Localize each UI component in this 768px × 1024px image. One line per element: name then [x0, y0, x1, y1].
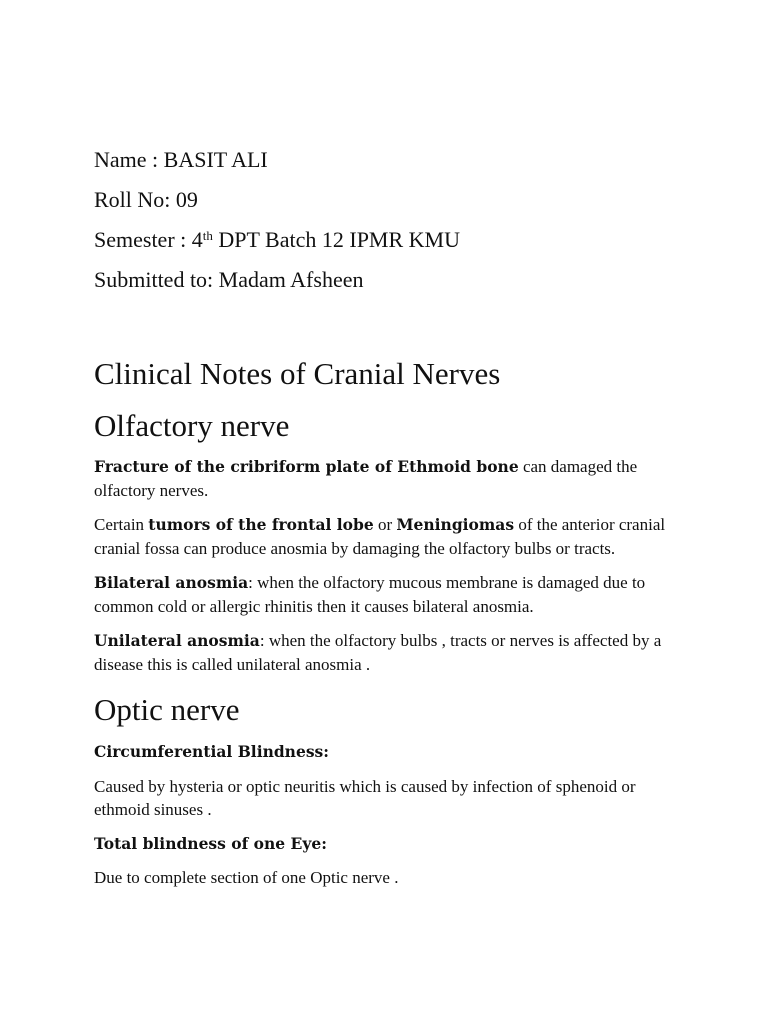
olfactory-p4-text: : when the olfactory bulbs , tracts or nerves is affected by a disease this is called unilateral anosmia .: [94, 631, 662, 674]
olfactory-p2-b: or: [373, 515, 397, 534]
olfactory-p4-bold: Unilateral anosmia: [94, 631, 260, 650]
optic-subheading-2: Total blindness of one Eye:: [94, 833, 327, 853]
olfactory-heading: Olfactory nerve: [94, 408, 290, 443]
optic-heading: Optic nerve: [94, 692, 240, 727]
olfactory-p3-bold: Bilateral anosmia: [94, 573, 249, 592]
submitted-to: Submitted to: Madam Afsheen: [94, 267, 364, 292]
olfactory-p2-bold-2: Meningiomas: [396, 515, 515, 534]
olfactory-paragraph-2: [94, 513, 694, 560]
optic-subheading-1: Circumferential Blindness:: [94, 742, 329, 761]
olfactory-p1-bold: Fracture of the cribriform plate of Ethmoid bone: [94, 457, 519, 476]
olfactory-p2-c: of the anterior cranial cranial fossa can produce anosmia by damaging the olfactory bulbs or tracts.: [94, 515, 666, 558]
document-title: Clinical Notes of Cranial Nerves: [94, 356, 501, 391]
optic-paragraph-1: Caused by hysteria or optic neuritis which is caused by infection of sphenoid or ethmoid sinuses .: [94, 776, 636, 819]
olfactory-paragraph-4: [94, 629, 694, 676]
optic-paragraph-2: Due to complete section of one Optic nerve .: [94, 868, 399, 887]
roll-number: Roll No: 09: [94, 187, 198, 212]
semester-suffix: DPT Batch 12 IPMR KMU: [212, 227, 461, 252]
semester-line: [94, 220, 694, 260]
olfactory-paragraph-3: [94, 571, 694, 618]
olfactory-paragraph-1: [94, 455, 694, 502]
document-page: [94, 140, 694, 890]
semester-prefix: Semester : 4: [94, 227, 203, 252]
student-name: Name : BASIT ALI: [94, 147, 268, 172]
olfactory-p3-text: : when the olfactory mucous membrane is damaged due to common cold or allergic rhinitis then it causes bilateral anosmia.: [94, 573, 646, 616]
olfactory-p2-bold-1: tumors of the frontal lobe: [148, 515, 374, 534]
olfactory-p1-text: can damaged the olfactory nerves.: [94, 457, 638, 500]
olfactory-p2-a: Certain: [94, 515, 149, 534]
semester-superscript: th: [202, 228, 213, 243]
